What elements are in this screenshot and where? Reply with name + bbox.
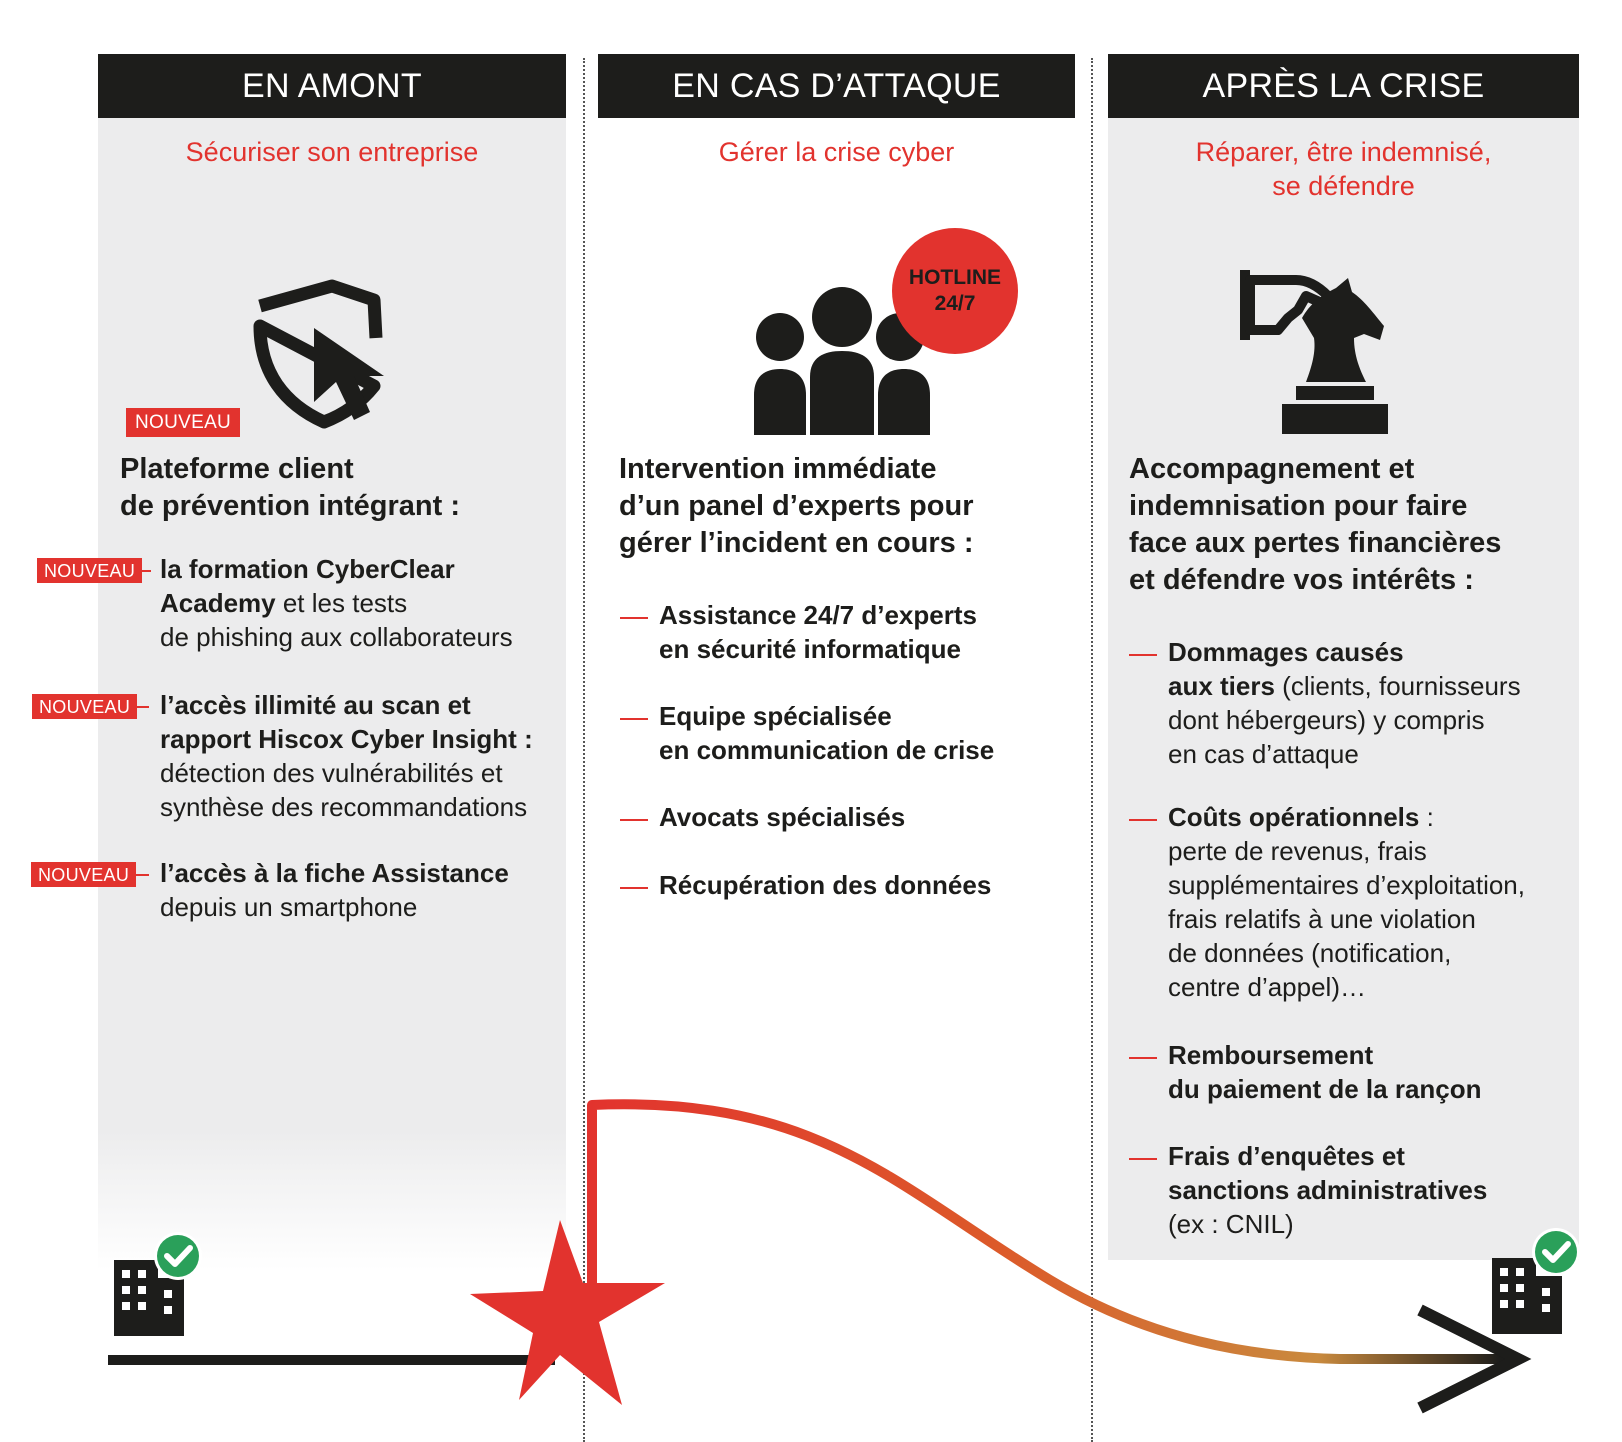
nouveau-badge: NOUVEAU bbox=[31, 862, 136, 887]
header-en-cas-attaque: EN CAS D’ATTAQUE bbox=[598, 54, 1075, 118]
item-text: en cas d’attaque bbox=[1168, 739, 1359, 769]
item-text: synthèse des recommandations bbox=[160, 792, 528, 822]
item-text: de phishing aux collaborateurs bbox=[160, 622, 513, 652]
item-text: (ex : CNIL) bbox=[1168, 1209, 1294, 1239]
nouveau-badge: NOUVEAU bbox=[32, 694, 137, 719]
subtitle-amont: Sécuriser son entreprise bbox=[185, 137, 479, 167]
item-bold: l’accès à la fiche Assistance bbox=[160, 858, 509, 888]
item-text: depuis un smartphone bbox=[160, 892, 418, 922]
building-check-icon bbox=[1490, 1226, 1582, 1336]
nouveau-badge: NOUVEAU bbox=[126, 408, 240, 437]
item-bold: Remboursement bbox=[1168, 1040, 1374, 1070]
header-apres-la-crise: APRÈS LA CRISE bbox=[1108, 54, 1579, 118]
hotline-label: HOTLINE bbox=[908, 266, 1002, 289]
item-text: et les tests bbox=[275, 588, 408, 618]
item-bold: Frais d’enquêtes et bbox=[1168, 1141, 1405, 1171]
crisis-curve bbox=[592, 1104, 1515, 1359]
intro-line: gérer l’incident en cours : bbox=[619, 527, 974, 559]
item-text: : bbox=[1419, 802, 1434, 832]
subtitle-apres-line: se défendre bbox=[1272, 171, 1415, 201]
subtitle-attaque: Gérer la crise cyber bbox=[718, 137, 955, 167]
intro-line: face aux pertes financières bbox=[1129, 527, 1502, 559]
nouveau-badge: NOUVEAU bbox=[37, 558, 142, 583]
item-text: de données (notification, bbox=[1168, 938, 1452, 968]
subtitle-apres-line: Réparer, être indemnisé, bbox=[1195, 137, 1492, 167]
intro-line: Plateforme client bbox=[120, 453, 354, 485]
item-text: détection des vulnérabilités et bbox=[160, 758, 503, 788]
intro-line: Intervention immédiate bbox=[619, 453, 937, 485]
item-text: (clients, fournisseurs bbox=[1274, 671, 1521, 701]
item-line: Récupération des données bbox=[659, 870, 992, 900]
intro-line: d’un panel d’experts pour bbox=[619, 490, 974, 522]
intro-line: Accompagnement et bbox=[1129, 453, 1415, 485]
item-line: Assistance 24/7 d’experts bbox=[659, 600, 977, 630]
building-check-icon bbox=[112, 1232, 204, 1338]
header-en-amont: EN AMONT bbox=[98, 54, 566, 118]
item-bold: du paiement de la rançon bbox=[1168, 1074, 1482, 1104]
item-text: dont hébergeurs) y compris bbox=[1168, 705, 1485, 735]
item-text: perte de revenus, frais bbox=[1168, 836, 1427, 866]
item-line: Avocats spécialisés bbox=[659, 802, 906, 832]
item-text: supplémentaires d’exploitation, bbox=[1168, 870, 1525, 900]
item-bold: rapport Hiscox Cyber Insight : bbox=[160, 724, 533, 754]
item-bold: aux tiers bbox=[1168, 671, 1275, 701]
item-bold: l’accès illimité au scan et bbox=[160, 690, 471, 720]
item-text: frais relatifs à une violation bbox=[1168, 904, 1476, 934]
intro-line: de prévention intégrant : bbox=[120, 490, 460, 522]
item-text: centre d’appel)… bbox=[1168, 972, 1366, 1002]
item-line: en communication de crise bbox=[659, 735, 995, 765]
item-bold: Academy bbox=[160, 588, 276, 618]
item-line: Equipe spécialisée bbox=[659, 701, 892, 731]
intro-line: et défendre vos intérêts : bbox=[1129, 564, 1474, 596]
item-bold: la formation CyberClear bbox=[160, 554, 455, 584]
star-burst-icon bbox=[470, 1220, 665, 1405]
item-bold: sanctions administratives bbox=[1168, 1175, 1488, 1205]
hotline-hours: 24/7 bbox=[934, 292, 976, 315]
intro-line: indemnisation pour faire bbox=[1129, 490, 1468, 522]
item-bold: Coûts opérationnels bbox=[1168, 802, 1420, 832]
item-line: en sécurité informatique bbox=[659, 634, 961, 664]
item-bold: Dommages causés bbox=[1168, 637, 1404, 667]
